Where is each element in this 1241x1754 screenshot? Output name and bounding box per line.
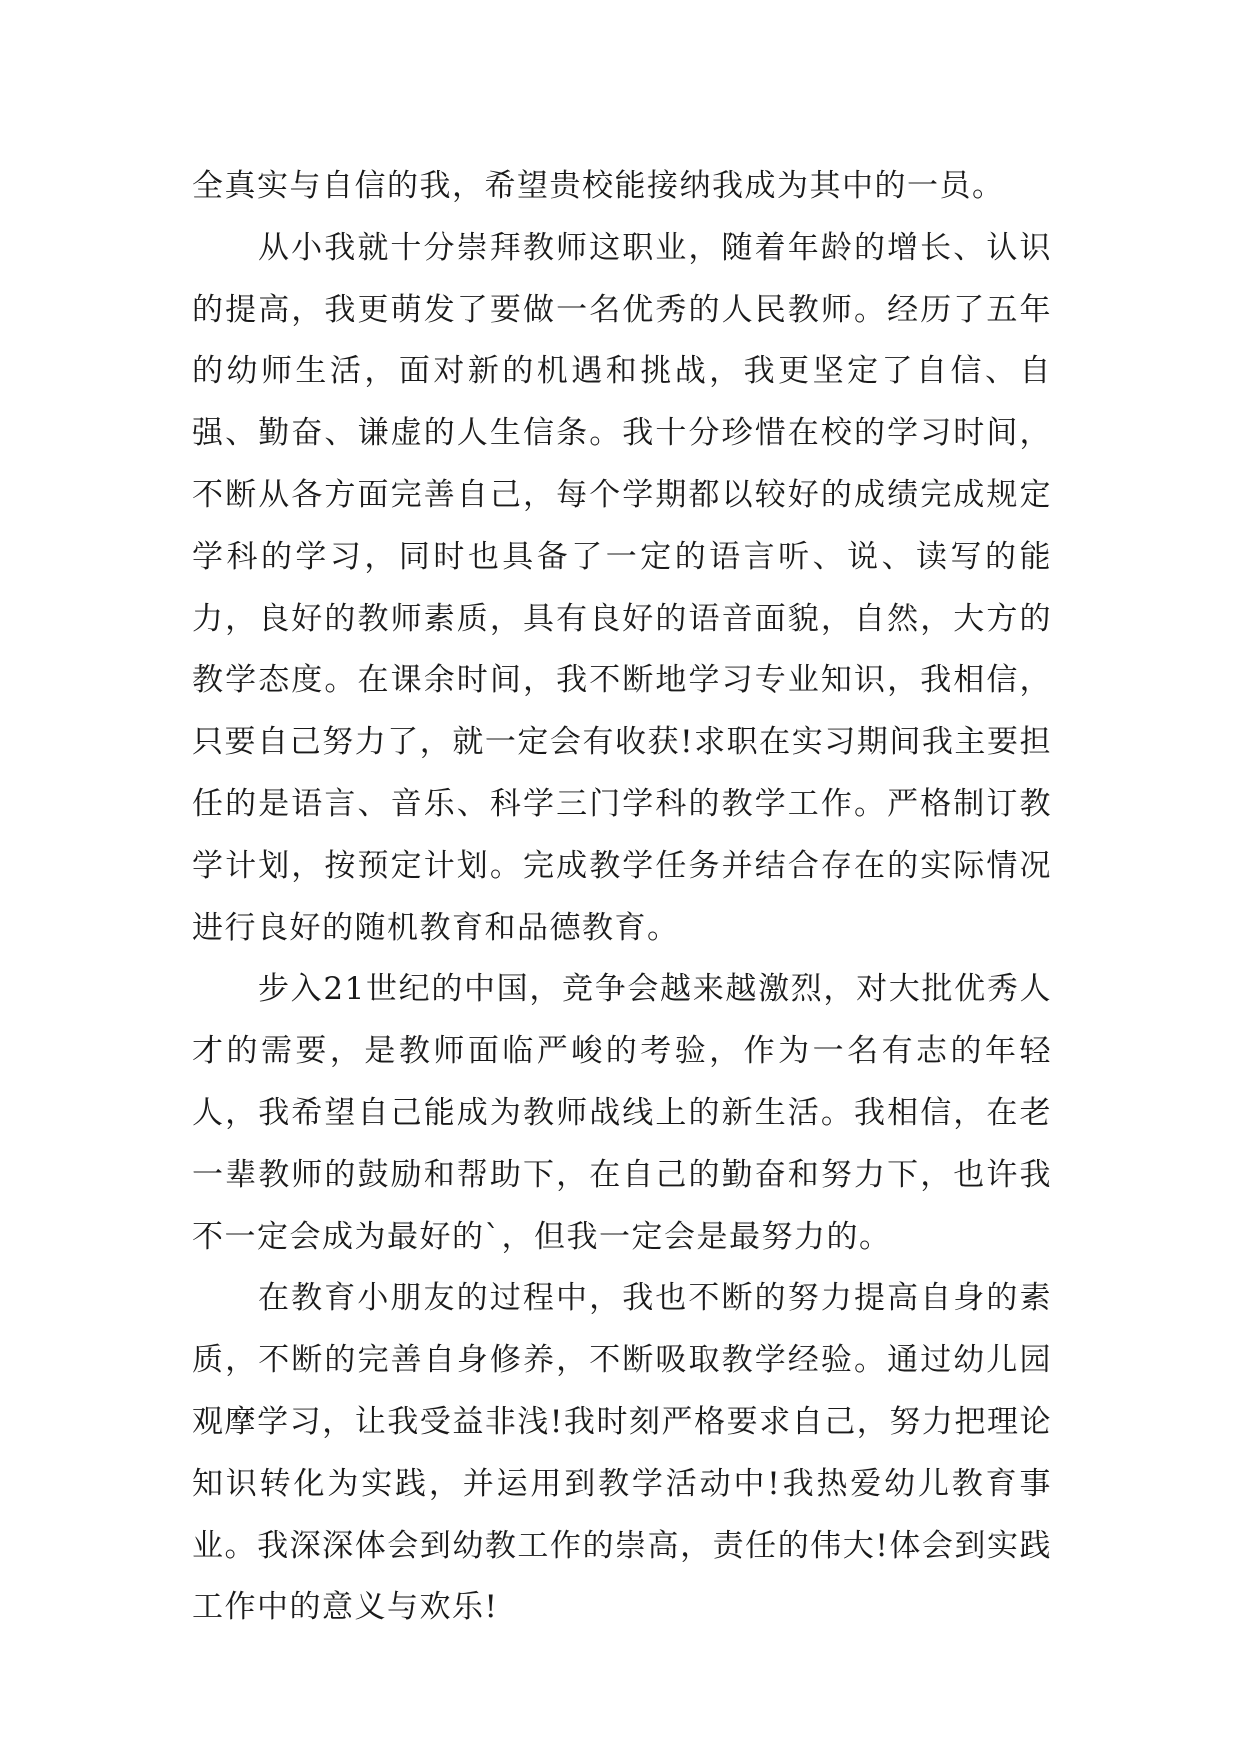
paragraph-2: 从小我就十分崇拜教师这职业，随着年龄的增长、认识的提高，我更萌发了要做一名优秀的人民教师。经历了五年的幼师生活，面对新的机遇和挑战，我更坚定了自信、自强、勤奋、谦虚的人生信条。我十分珍惜在校的学习时间，不断从各方面完善自己，每个学期都以较好的成绩完成规定学科的学习，同时也具备了一定的语言听、说、读写的能力，良好的教师素质，具有良好的语音面貌，自然，大方的教学态度。在课余时间，我不断地学习专业知识，我相信， 只要自己努力了，就一定会有收获!求职在实习期间我主要担任的是语言、音乐、科学三门学科的教学工作。严格制订教学计划，按预定计划。完成教学任务并结合存在的实际情况进行良好的随机教育和品德教育。 (192, 229, 1052, 946)
paragraph-3: 步入21世纪的中国，竞争会越来越激烈，对大批优秀人才的需要，是教师面临严峻的考验，作为一名有志的年轻人，我希望自己能成为教师战线上的新生活。我相信，在老一辈教师的鼓励和帮助下，在自己的勤奋和努力下，也许我不一定会成为最好的`，但我一定会是最努力的。 (192, 971, 1052, 1255)
paragraph-4: 在教育小朋友的过程中，我也不断的努力提高自身的素质，不断的完善自身修养，不断吸取教学经验。通过幼儿园观摩学习，让我受益非浅!我时刻严格要求自己，努力把理论知识转化为实践，并运用到教学活动中!我热爱幼儿教育事业。我深深体会到幼教工作的崇高，责任的伟大!体会到实践工作中的意义与欢乐! (192, 1280, 1052, 1626)
paragraph-1: 全真实与自信的我，希望贵校能接纳我成为其中的一员。 (192, 168, 1005, 204)
document-body (192, 156, 1052, 1639)
